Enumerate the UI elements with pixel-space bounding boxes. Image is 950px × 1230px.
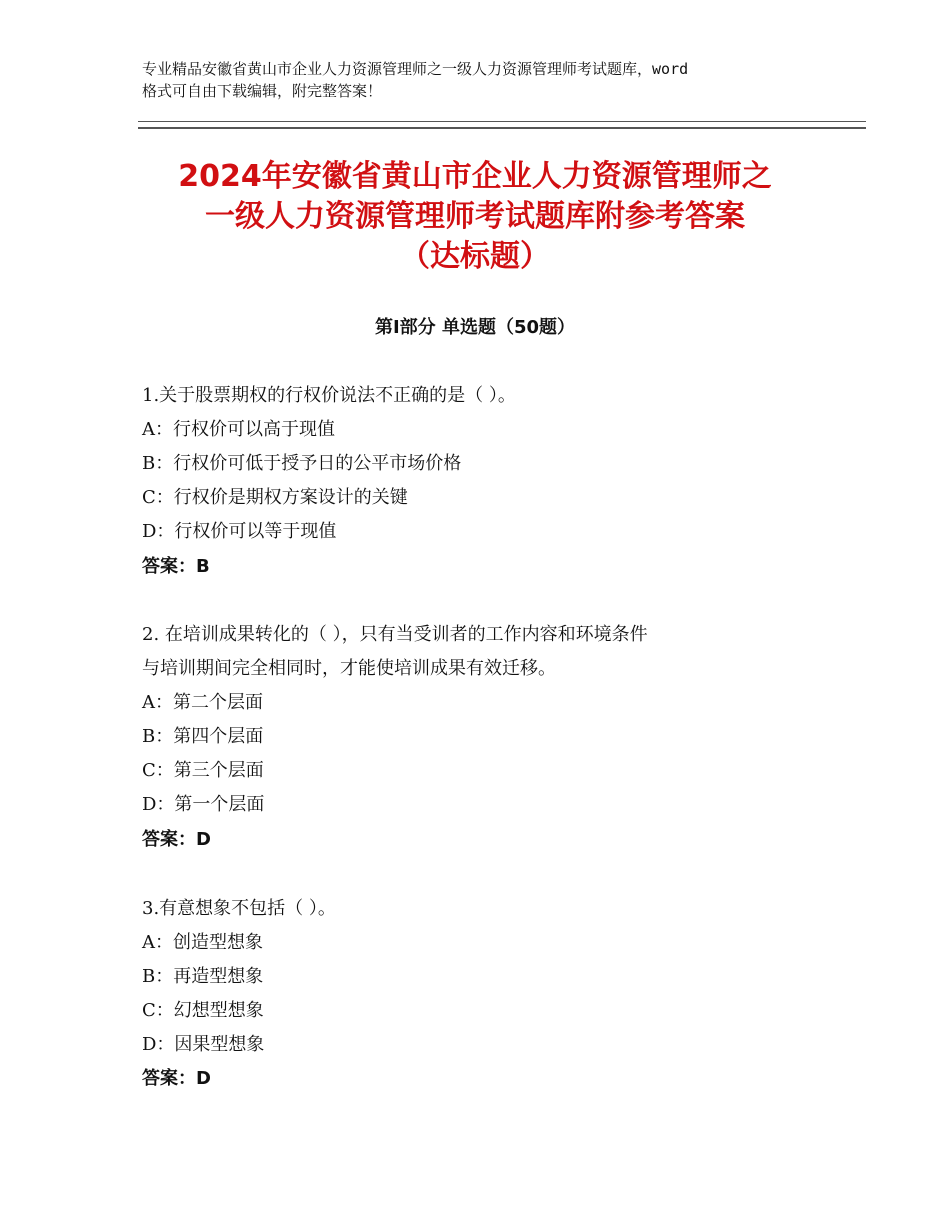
question-1-answer: 答案：B [142,556,210,577]
question-3-stem: 3.有意想象不包括（ ）。 [142,898,336,919]
question-3-option-a: A：创造型想象 [142,932,263,953]
section-heading: 第Ⅰ部分 单选题（50题） [374,317,575,338]
question-1-option-c: C：行权价是期权方案设计的关键 [142,487,408,508]
question-1-stem: 1.关于股票期权的行权价说法不正确的是（ ）。 [142,385,516,406]
header-note-line-2: 格式可自由下载编辑，附完整答案！ [142,82,383,100]
question-3-answer: 答案：D [142,1068,211,1089]
question-2-stem-line-2: 与培训期间完全相同时，才能使培训成果有效迁移。 [142,658,556,679]
document-title-line-3: （达标题） [400,239,550,274]
question-2-option-b: B：第四个层面 [142,726,264,747]
question-1-option-b: B：行权价可低于授予日的公平市场价格 [142,453,462,474]
question-1-option-a: A：行权价可以高于现值 [142,419,335,440]
question-3-option-b: B：再造型想象 [142,966,264,987]
question-2-option-d: D：第一个层面 [142,794,265,815]
question-3-option-c: C：幻想型想象 [142,1000,264,1021]
question-2-option-a: A：第二个层面 [142,692,263,713]
header-note [142,58,832,102]
header-divider [138,121,866,129]
question-1-option-d: D：行权价可以等于现值 [142,521,337,542]
document-title-line-2: 一级人力资源管理师考试题库附参考答案 [205,199,745,234]
document-title [100,157,850,277]
question-2-option-c: C：第三个层面 [142,760,264,781]
question-2-answer: 答案：D [142,829,211,850]
question-2-stem-line-1: 2. 在培训成果转化的（ ），只有当受训者的工作内容和环境条件 [142,624,648,645]
question-3-option-d: D：因果型想象 [142,1034,265,1055]
document-title-line-1: 2024年安徽省黄山市企业人力资源管理师之 [178,159,772,194]
header-note-line-1: 专业精品安徽省黄山市企业人力资源管理师之一级人力资源管理师考试题库，word [142,60,689,78]
